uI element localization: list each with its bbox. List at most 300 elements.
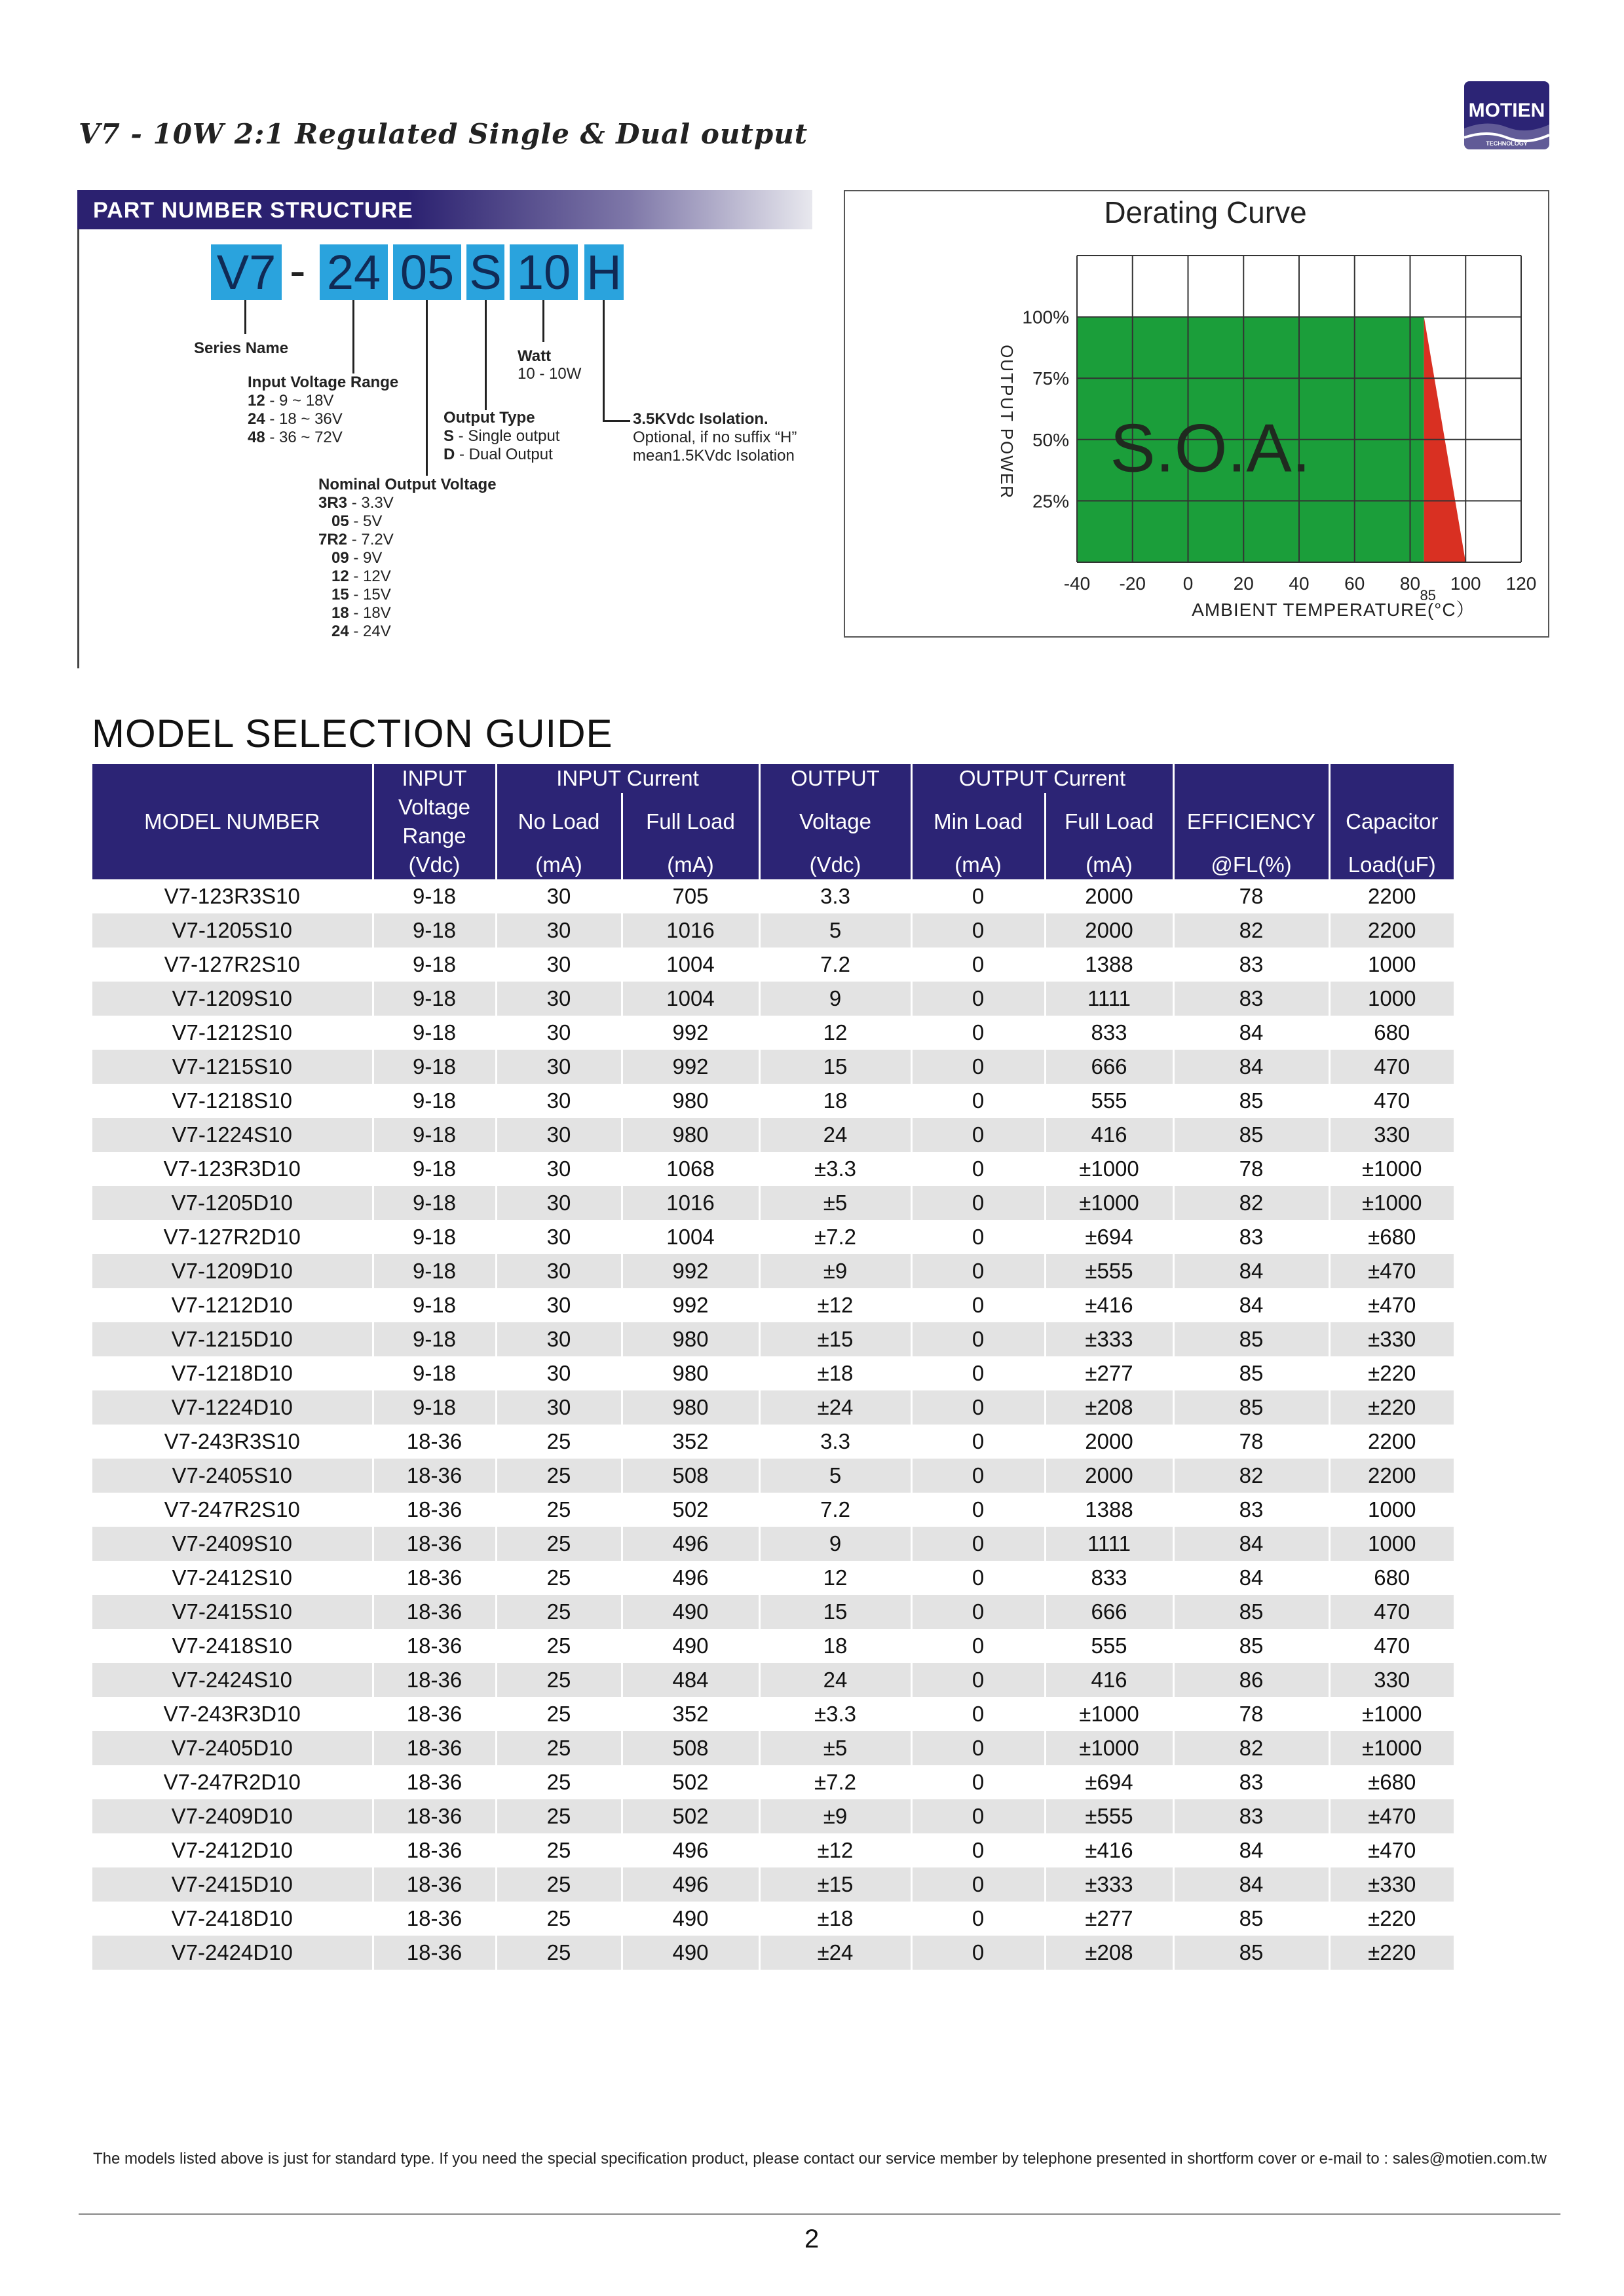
th-input: INPUT (373, 764, 496, 793)
table-cell: V7-2409D10 (92, 1799, 373, 1833)
nominal-item: 05 - 5V (331, 512, 383, 530)
table-cell: ±330 (1329, 1867, 1454, 1902)
footer-rule (79, 2213, 1560, 2215)
table-row (92, 1152, 1454, 1186)
table-cell: ±15 (759, 1322, 911, 1356)
table-cell: 12 (759, 1016, 911, 1050)
table-cell: 508 (622, 1459, 759, 1493)
table-cell: 9-18 (373, 1016, 496, 1050)
connector-type (485, 300, 487, 410)
table-cell: 9-18 (373, 1186, 496, 1220)
header-row-3 (92, 851, 1454, 879)
table-cell: 1111 (1045, 982, 1173, 1016)
table-cell: ±208 (1045, 1936, 1173, 1970)
table-row (92, 982, 1454, 1016)
nominal-item: 3R3 - 3.3V (318, 494, 394, 512)
table-cell: 84 (1173, 1833, 1329, 1867)
table-cell: V7-243R3D10 (92, 1697, 373, 1731)
table-cell: 15 (759, 1050, 911, 1084)
table-cell: 502 (622, 1799, 759, 1833)
table-cell: 1000 (1329, 947, 1454, 982)
table-cell: V7-1218D10 (92, 1356, 373, 1390)
table-cell: V7-1212S10 (92, 1016, 373, 1050)
table-cell: 484 (622, 1663, 759, 1697)
table-cell: 1388 (1045, 1493, 1173, 1527)
table-row (92, 1390, 1454, 1425)
table-cell: 705 (622, 879, 759, 913)
table-cell: 83 (1173, 947, 1329, 982)
table-cell: V7-2409S10 (92, 1527, 373, 1561)
table-cell: ±7.2 (759, 1220, 911, 1254)
table-cell: V7-1209D10 (92, 1254, 373, 1288)
table-cell: 7.2 (759, 1493, 911, 1527)
table-cell: 9-18 (373, 1118, 496, 1152)
table-cell: 82 (1173, 1731, 1329, 1765)
table-cell: 18-36 (373, 1425, 496, 1459)
table-cell: 470 (1329, 1629, 1454, 1663)
section-left-rule (77, 229, 79, 668)
table-cell: 18-36 (373, 1765, 496, 1799)
table-cell: 2200 (1329, 879, 1454, 913)
table-cell: 1111 (1045, 1527, 1173, 1561)
table-cell: 2200 (1329, 913, 1454, 947)
table-cell: 15 (759, 1595, 911, 1629)
table-cell: 30 (496, 1152, 622, 1186)
table-cell: ±220 (1329, 1902, 1454, 1936)
table-cell: ±220 (1329, 1356, 1454, 1390)
table-cell: 9-18 (373, 1288, 496, 1322)
pn-segment-output: 05 (393, 244, 461, 300)
header-row-1 (92, 764, 1454, 793)
table-cell: 680 (1329, 1561, 1454, 1595)
pn-dash: - (290, 243, 306, 297)
table-cell: 9-18 (373, 1254, 496, 1288)
table-cell: 25 (496, 1867, 622, 1902)
table-cell: 2200 (1329, 1425, 1454, 1459)
th-blank (92, 764, 373, 793)
table-cell: 0 (911, 1629, 1045, 1663)
table-row (92, 1663, 1454, 1697)
table-row (92, 1902, 1454, 1936)
th-row3-col4: (Vdc) (759, 851, 911, 879)
table-cell: 666 (1045, 1050, 1173, 1084)
table-cell: 5 (759, 1459, 911, 1493)
table-cell: ±1000 (1329, 1731, 1454, 1765)
table-cell: 0 (911, 1493, 1045, 1527)
table-cell: 83 (1173, 1220, 1329, 1254)
table-cell: 18-36 (373, 1799, 496, 1833)
table-row (92, 1186, 1454, 1220)
table-cell: V7-243R3S10 (92, 1425, 373, 1459)
y-tick-label: 100% (1022, 307, 1069, 328)
table-cell: 9-18 (373, 947, 496, 982)
connector-isolation (603, 300, 605, 422)
table-row (92, 1459, 1454, 1493)
th-output-current: OUTPUT Current (911, 764, 1173, 793)
table-cell: 490 (622, 1936, 759, 1970)
table-cell: 9-18 (373, 913, 496, 947)
th-blank (1329, 764, 1454, 793)
table-cell: 0 (911, 1663, 1045, 1697)
table-cell: 1004 (622, 982, 759, 1016)
connector-series (244, 300, 246, 334)
th-row3-col8: Load(uF) (1329, 851, 1454, 879)
table-cell: V7-2418S10 (92, 1629, 373, 1663)
connector-watt (542, 300, 544, 342)
label-input-title: Input Voltage Range (248, 373, 399, 391)
table-cell: 78 (1173, 1697, 1329, 1731)
table-cell: 330 (1329, 1118, 1454, 1152)
table-cell: 85 (1173, 1084, 1329, 1118)
table-cell: 352 (622, 1425, 759, 1459)
table-cell: ±555 (1045, 1799, 1173, 1833)
table-cell: 980 (622, 1356, 759, 1390)
x-tick-label: 60 (1344, 573, 1365, 594)
table-cell: ±12 (759, 1833, 911, 1867)
x-tick-label-85: 85 (1420, 587, 1436, 603)
table-cell: 0 (911, 1322, 1045, 1356)
table-cell: 0 (911, 1561, 1045, 1595)
motien-logo (1458, 77, 1556, 156)
table-cell: ±470 (1329, 1254, 1454, 1288)
table-row (92, 1527, 1454, 1561)
table-row (92, 1595, 1454, 1629)
x-tick-label: 40 (1289, 573, 1310, 594)
table-cell: ±333 (1045, 1322, 1173, 1356)
table-cell: 508 (622, 1731, 759, 1765)
table-cell: 502 (622, 1493, 759, 1527)
th-row3-col2: (mA) (496, 851, 622, 879)
table-row (92, 1561, 1454, 1595)
table-cell: 0 (911, 1050, 1045, 1084)
label-output-type-title: Output Type (444, 409, 535, 427)
nominal-item: 12 - 12V (331, 567, 391, 585)
table-cell: 980 (622, 1390, 759, 1425)
table-cell: ±3.3 (759, 1697, 911, 1731)
table-cell: V7-1215S10 (92, 1050, 373, 1084)
table-row (92, 913, 1454, 947)
table-cell: 25 (496, 1595, 622, 1629)
table-cell: 9-18 (373, 1220, 496, 1254)
table-row (92, 1799, 1454, 1833)
pn-segment-isolation: H (584, 244, 624, 300)
table-cell: V7-1224S10 (92, 1118, 373, 1152)
table-cell: 980 (622, 1084, 759, 1118)
table-cell: 0 (911, 1731, 1045, 1765)
table-cell: 30 (496, 1390, 622, 1425)
table-cell: 3.3 (759, 879, 911, 913)
table-cell: 18-36 (373, 1459, 496, 1493)
table-cell: ±12 (759, 1288, 911, 1322)
table-cell: 0 (911, 1867, 1045, 1902)
table-cell: 30 (496, 1050, 622, 1084)
table-cell: 18-36 (373, 1867, 496, 1902)
section-title: MODEL SELECTION GUIDE (92, 712, 613, 756)
table-cell: 470 (1329, 1595, 1454, 1629)
table-cell: V7-2415D10 (92, 1867, 373, 1902)
table-cell: ±680 (1329, 1220, 1454, 1254)
table-row (92, 947, 1454, 982)
table-cell: 25 (496, 1731, 622, 1765)
th-row3-col3: (mA) (622, 851, 759, 879)
pn-segment-type: S (466, 244, 504, 300)
table-cell: 30 (496, 1016, 622, 1050)
x-tick-label: -20 (1119, 573, 1146, 594)
table-cell: ±9 (759, 1799, 911, 1833)
logo-text: MOTIEN (1468, 100, 1545, 121)
table-cell: 85 (1173, 1629, 1329, 1663)
table-cell: 2000 (1045, 913, 1173, 947)
table-cell: 85 (1173, 1936, 1329, 1970)
table-cell: 18-36 (373, 1561, 496, 1595)
derating-chart (844, 190, 1549, 638)
x-tick-label: 0 (1182, 573, 1194, 594)
input-item: 12 - 9 ~ 18V (248, 392, 334, 410)
table-cell: ±680 (1329, 1765, 1454, 1799)
table-cell: 1004 (622, 1220, 759, 1254)
table-cell: 25 (496, 1799, 622, 1833)
table-cell: 85 (1173, 1902, 1329, 1936)
table-cell: 25 (496, 1527, 622, 1561)
table-cell: ±24 (759, 1390, 911, 1425)
table-cell: ±5 (759, 1186, 911, 1220)
table-cell: 84 (1173, 1288, 1329, 1322)
table-cell: V7-2412D10 (92, 1833, 373, 1867)
table-cell: 496 (622, 1561, 759, 1595)
label-isolation-line2: mean1.5KVdc Isolation (633, 447, 795, 465)
table-cell: 9 (759, 1527, 911, 1561)
table-cell: V7-1209S10 (92, 982, 373, 1016)
table-cell: 1388 (1045, 947, 1173, 982)
table-cell: V7-1218S10 (92, 1084, 373, 1118)
table-cell: ±555 (1045, 1254, 1173, 1288)
table-cell: ±1000 (1329, 1152, 1454, 1186)
table-cell: 352 (622, 1697, 759, 1731)
th-output: OUTPUT (759, 764, 911, 793)
table-cell: ±208 (1045, 1390, 1173, 1425)
table-cell: 18-36 (373, 1595, 496, 1629)
table-cell: 555 (1045, 1084, 1173, 1118)
table-cell: V7-127R2S10 (92, 947, 373, 982)
table-cell: 18-36 (373, 1697, 496, 1731)
pn-segment-input: 24 (320, 244, 388, 300)
table-cell: 84 (1173, 1561, 1329, 1595)
th-row2-col3: Full Load (622, 793, 759, 851)
table-cell: 0 (911, 1765, 1045, 1799)
table-cell: 496 (622, 1833, 759, 1867)
table-cell: 0 (911, 1459, 1045, 1493)
table-cell: 82 (1173, 1459, 1329, 1493)
table-cell: 83 (1173, 1765, 1329, 1799)
th-row2-col4: Voltage (759, 793, 911, 851)
table-cell: V7-1215D10 (92, 1322, 373, 1356)
table-cell: 18-36 (373, 1902, 496, 1936)
table-cell: ±277 (1045, 1356, 1173, 1390)
table-cell: ±220 (1329, 1390, 1454, 1425)
table-cell: 82 (1173, 913, 1329, 947)
table-cell: 30 (496, 1356, 622, 1390)
nominal-item: 7R2 - 7.2V (318, 531, 394, 548)
table-row (92, 1016, 1454, 1050)
table-cell: 78 (1173, 1425, 1329, 1459)
table-cell: 1004 (622, 947, 759, 982)
table-cell: ±1000 (1045, 1731, 1173, 1765)
table-cell: 25 (496, 1833, 622, 1867)
table-cell: 0 (911, 1595, 1045, 1629)
table-cell: 9-18 (373, 1356, 496, 1390)
table-cell: V7-2405D10 (92, 1731, 373, 1765)
table-cell: V7-247R2D10 (92, 1765, 373, 1799)
table-cell: 0 (911, 982, 1045, 1016)
table-cell: 416 (1045, 1663, 1173, 1697)
table-cell: 1000 (1329, 1493, 1454, 1527)
table-row (92, 1322, 1454, 1356)
table-cell: 7.2 (759, 947, 911, 982)
table-row (92, 1765, 1454, 1799)
th-row2-col2: No Load (496, 793, 622, 851)
label-isolation-title: 3.5KVdc Isolation. (633, 410, 768, 428)
table-row (92, 1697, 1454, 1731)
table-cell: 83 (1173, 1493, 1329, 1527)
table-cell: 25 (496, 1765, 622, 1799)
table-cell: 0 (911, 1425, 1045, 1459)
table-cell: 30 (496, 1084, 622, 1118)
table-cell: 84 (1173, 1254, 1329, 1288)
x-tick-label: 100 (1450, 573, 1481, 594)
table-row (92, 1936, 1454, 1970)
nominal-item: 18 - 18V (331, 604, 391, 622)
table-cell: 1068 (622, 1152, 759, 1186)
table-cell: 84 (1173, 1016, 1329, 1050)
table-row (92, 1050, 1454, 1084)
table-cell: 84 (1173, 1050, 1329, 1084)
table-cell: 85 (1173, 1595, 1329, 1629)
table-cell: V7-2418D10 (92, 1902, 373, 1936)
table-cell: ±15 (759, 1867, 911, 1902)
table-cell: ±5 (759, 1731, 911, 1765)
table-cell: ±1000 (1329, 1697, 1454, 1731)
table-cell: 0 (911, 1833, 1045, 1867)
table-cell: 0 (911, 1902, 1045, 1936)
table-cell: 470 (1329, 1084, 1454, 1118)
table-cell: 0 (911, 1527, 1045, 1561)
table-row (92, 1118, 1454, 1152)
table-cell: 25 (496, 1697, 622, 1731)
table-cell: 666 (1045, 1595, 1173, 1629)
th-row2-col7: EFFICIENCY (1173, 793, 1329, 851)
table-cell: 992 (622, 1016, 759, 1050)
table-cell: 30 (496, 982, 622, 1016)
pn-segment-series: V7 (211, 244, 282, 300)
x-tick-label: 20 (1233, 573, 1254, 594)
table-cell: V7-2415S10 (92, 1595, 373, 1629)
table-cell: 82 (1173, 1186, 1329, 1220)
table-cell: 30 (496, 913, 622, 947)
table-cell: 490 (622, 1595, 759, 1629)
table-cell: 330 (1329, 1663, 1454, 1697)
table-row (92, 1288, 1454, 1322)
table-cell: ±1000 (1045, 1697, 1173, 1731)
y-tick-label: 50% (1032, 429, 1069, 450)
table-cell: ±7.2 (759, 1765, 911, 1799)
table-cell: 992 (622, 1288, 759, 1322)
table-cell: 470 (1329, 1050, 1454, 1084)
table-cell: ±1000 (1045, 1186, 1173, 1220)
th-row3-col6: (mA) (1045, 851, 1173, 879)
table-cell: 9-18 (373, 982, 496, 1016)
table-cell: 490 (622, 1902, 759, 1936)
table-cell: ±470 (1329, 1288, 1454, 1322)
table-cell: 25 (496, 1425, 622, 1459)
table-cell: 86 (1173, 1663, 1329, 1697)
table-row (92, 1833, 1454, 1867)
th-row2-col1: Voltage Range (373, 793, 496, 851)
model-table-body (92, 879, 1454, 1970)
model-table-wrapper (92, 764, 1454, 1970)
table-cell: 85 (1173, 1356, 1329, 1390)
table-cell: 78 (1173, 879, 1329, 913)
table-cell: V7-1212D10 (92, 1288, 373, 1322)
label-nominal-title: Nominal Output Voltage (318, 476, 497, 493)
table-cell: ±277 (1045, 1902, 1173, 1936)
table-cell: 9-18 (373, 1152, 496, 1186)
connector-nominal (426, 300, 428, 476)
th-row3-col7: @FL(%) (1173, 851, 1329, 879)
table-cell: 0 (911, 1220, 1045, 1254)
table-cell: 85 (1173, 1118, 1329, 1152)
output-type-item: D - Dual Output (444, 446, 553, 463)
table-cell: 25 (496, 1459, 622, 1493)
page-number: 2 (804, 2225, 820, 2253)
table-cell: 18-36 (373, 1629, 496, 1663)
th-row3-col1: (Vdc) (373, 851, 496, 879)
table-cell: 0 (911, 1016, 1045, 1050)
table-cell: V7-1224D10 (92, 1390, 373, 1425)
table-cell: 84 (1173, 1867, 1329, 1902)
th-row3-col5: (mA) (911, 851, 1045, 879)
table-cell: 25 (496, 1663, 622, 1697)
table-cell: 9-18 (373, 879, 496, 913)
table-cell: 9-18 (373, 1322, 496, 1356)
table-cell: V7-2424S10 (92, 1663, 373, 1697)
table-cell: 18 (759, 1084, 911, 1118)
document-title: V7 - 10W 2:1 Regulated Single & Dual output (79, 118, 808, 150)
table-cell: 25 (496, 1629, 622, 1663)
table-cell: 30 (496, 947, 622, 982)
th-row2-col6: Full Load (1045, 793, 1173, 851)
footnote: The models listed above is just for standard type. If you need the special specification product, please contact our service member by telephone presented in shortform cover or e-mail to : sales@motien.com.tw (93, 2150, 1547, 2168)
table-cell: ±24 (759, 1936, 911, 1970)
output-type-item: S - Single output (444, 427, 560, 445)
table-cell: ±3.3 (759, 1152, 911, 1186)
table-cell: 1000 (1329, 1527, 1454, 1561)
table-cell: ±694 (1045, 1765, 1173, 1799)
table-cell: 0 (911, 1186, 1045, 1220)
table-cell: 9-18 (373, 1050, 496, 1084)
table-cell: 1016 (622, 913, 759, 947)
label-watt-title: Watt (518, 347, 552, 365)
th-row2-col8: Capacitor (1329, 793, 1454, 851)
table-cell: 85 (1173, 1322, 1329, 1356)
table-cell: ±1000 (1045, 1152, 1173, 1186)
table-cell: 78 (1173, 1152, 1329, 1186)
table-cell: ±470 (1329, 1799, 1454, 1833)
table-cell: 980 (622, 1322, 759, 1356)
table-cell: ±1000 (1329, 1186, 1454, 1220)
table-cell: 496 (622, 1867, 759, 1902)
table-cell: 2000 (1045, 1425, 1173, 1459)
table-cell: 2200 (1329, 1459, 1454, 1493)
